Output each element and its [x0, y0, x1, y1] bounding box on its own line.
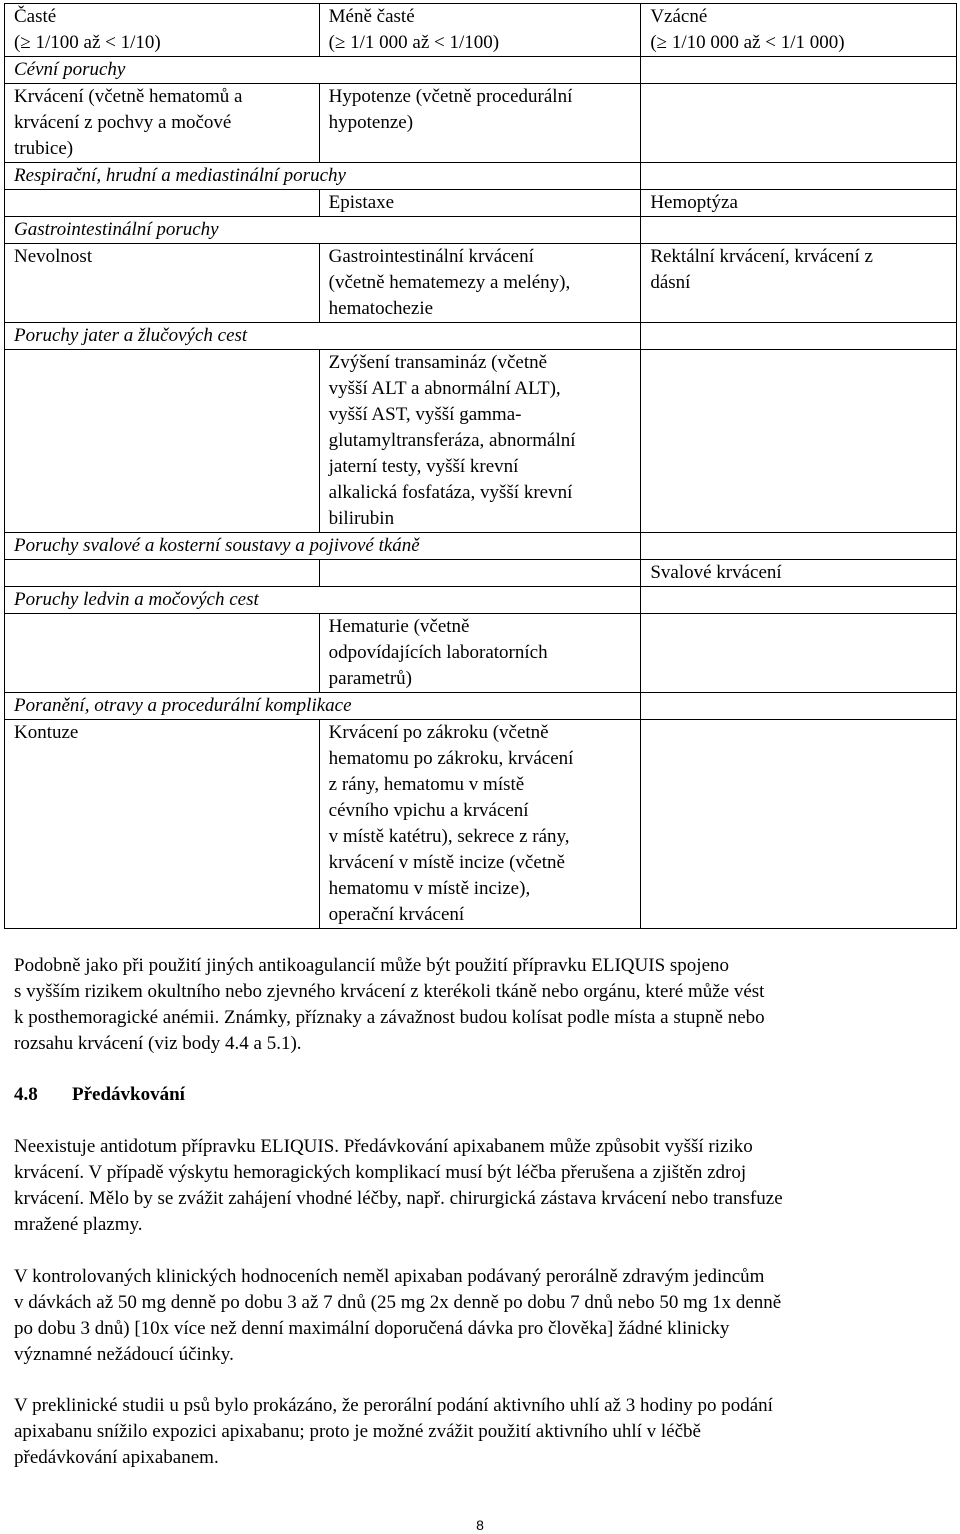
uncommon-cell	[319, 720, 641, 929]
paragraph-clinical-trials	[14, 1264, 946, 1368]
table-section-row	[5, 57, 957, 84]
rare-cell	[641, 84, 957, 163]
section-empty-cell	[641, 587, 957, 614]
frequent-cell	[5, 190, 320, 217]
paragraph-no-antidote	[14, 1134, 946, 1238]
table-row	[5, 560, 957, 587]
uncommon-cell	[319, 350, 641, 533]
frequent-cell	[5, 244, 320, 323]
header-title: Časté	[14, 6, 57, 27]
cell-text: Nevolnost	[14, 246, 93, 267]
section-name-cell: Respirační, hrudní a mediastinální poruchy	[5, 163, 641, 190]
paragraph-bleeding-risk	[14, 953, 946, 1057]
rare-cell	[641, 560, 957, 587]
cell-text: Hypotenze (včetně procedurální hypotenze)	[328, 86, 573, 133]
cell-text: Kontuze	[14, 722, 79, 743]
paragraph-preclinical	[14, 1393, 946, 1471]
cell-text: Epistaxe	[328, 192, 395, 213]
frequent-cell	[5, 720, 320, 929]
header-cell-rare	[641, 4, 957, 57]
frequent-cell	[5, 84, 320, 163]
section-name-cell: Poruchy jater a žlučových cest	[5, 323, 641, 350]
table-section-row	[5, 693, 957, 720]
section-name-cell: Gastrointestinální poruchy	[5, 217, 641, 244]
rare-cell	[641, 614, 957, 693]
paragraph-text: Neexistuje antidotum přípravku ELIQUIS. Předávkování apixabanem může způsobit vyšší riziko krvácení. V případě výskytu hemoragických komplikací musí být léčba přerušena a zjištěn zdroj krvácení. Mělo by se zvážit zahájení vhodné léčby, např. chirurgická zástava krvácení nebo transfuze mražené plazmy.	[14, 1136, 783, 1235]
cell-text: Zvýšení transamináz (včetně vyšší ALT a abnormální ALT), vyšší AST, vyšší gamma- glutamyltransferáza, abnormální jaterní testy, vyšší krevní alkalická fosfatáza, vyšší krevní bilirubin	[328, 352, 576, 529]
section-name-cell: Poranění, otravy a procedurální komplikace	[5, 693, 641, 720]
table-row	[5, 84, 957, 163]
header-range: (≥ 1/10 000 až < 1/1 000)	[650, 32, 845, 53]
section-name-cell: Cévní poruchy	[5, 57, 641, 84]
header-cell-frequent	[5, 4, 320, 57]
adverse-reactions-table	[4, 3, 957, 929]
cell-text: Hemoptýza	[650, 192, 738, 213]
paragraph-text: Podobně jako při použití jiných antikoagulancií může být použití přípravku ELIQUIS spojeno s vyšším rizikem okultního nebo zjevného krvácení z kterékoli tkáně nebo orgánu, které může vést k posthemoragické anémii. Známky, příznaky a závažnost budou kolísat podle místa a stupně nebo rozsahu krvácení (viz body 4.4 a 5.1).	[14, 955, 765, 1054]
table-row	[5, 190, 957, 217]
table-row	[5, 350, 957, 533]
table-section-row	[5, 323, 957, 350]
rare-cell	[641, 720, 957, 929]
cell-text: Rektální krvácení, krvácení z dásní	[650, 246, 873, 293]
cell-text: Krvácení (včetně hematomů a krvácení z pochvy a močové trubice)	[14, 86, 243, 159]
uncommon-cell	[319, 84, 641, 163]
table-row	[5, 244, 957, 323]
header-range: (≥ 1/1 000 až < 1/100)	[328, 32, 500, 53]
uncommon-cell	[319, 560, 641, 587]
header-title: Vzácné	[650, 6, 708, 27]
section-empty-cell	[641, 693, 957, 720]
table-section-row	[5, 587, 957, 614]
section-title: Předávkování	[72, 1084, 185, 1105]
section-name-cell: Poruchy ledvin a močových cest	[5, 587, 641, 614]
table-row	[5, 614, 957, 693]
section-empty-cell	[641, 163, 957, 190]
table-section-row	[5, 217, 957, 244]
header-cell-uncommon	[319, 4, 641, 57]
rare-cell	[641, 244, 957, 323]
uncommon-cell	[319, 190, 641, 217]
frequent-cell	[5, 614, 320, 693]
uncommon-cell	[319, 244, 641, 323]
section-number: 4.8	[14, 1084, 38, 1105]
adverse-reactions-table-body	[5, 4, 957, 929]
frequent-cell	[5, 350, 320, 533]
frequent-cell	[5, 560, 320, 587]
table-row	[5, 720, 957, 929]
section-empty-cell	[641, 57, 957, 84]
table-section-row	[5, 163, 957, 190]
cell-text: Krvácení po zákroku (včetně hematomu po zákroku, krvácení z rány, hematomu v místě cévního vpichu a krvácení v místě katétru), sekrece z rány, krvácení v místě incize (včetně hematomu v místě incize), operační krvácení	[328, 722, 574, 925]
cell-text: Gastrointestinální krvácení (včetně hematemezy a melény), hematochezie	[328, 246, 571, 319]
cell-text: Hematurie (včetně odpovídajících laboratorních parametrů)	[328, 616, 548, 689]
section-heading-overdose	[14, 1082, 185, 1108]
table-header-row	[5, 4, 957, 57]
section-empty-cell	[641, 217, 957, 244]
header-title: Méně časté	[328, 6, 415, 27]
cell-text: Svalové krvácení	[650, 562, 782, 583]
rare-cell	[641, 350, 957, 533]
header-range: (≥ 1/100 až < 1/10)	[14, 32, 161, 53]
table-section-row	[5, 533, 957, 560]
uncommon-cell	[319, 614, 641, 693]
section-empty-cell	[641, 323, 957, 350]
rare-cell	[641, 190, 957, 217]
section-name-cell: Poruchy svalové a kosterní soustavy a pojivové tkáně	[5, 533, 641, 560]
paragraph-text: V kontrolovaných klinických hodnoceních neměl apixaban podávaný perorálně zdravým jedincům v dávkách až 50 mg denně po dobu 3 až 7 dnů (25 mg 2x denně po dobu 7 dnů nebo 50 mg 1x denně po dobu 3 dnů) [10x více než denní maximální doporučená dávka pro člověka] žádné klinicky významné nežádoucí účinky.	[14, 1266, 782, 1365]
paragraph-text: V preklinické studii u psů bylo prokázáno, že perorální podání aktivního uhlí až 3 hodiny po podání apixabanu snížilo expozici apixabanu; proto je možné zvážit použití aktivního uhlí v léčbě předávkování apixabanem.	[14, 1395, 773, 1468]
page-number: 8	[476, 1517, 484, 1533]
section-empty-cell	[641, 533, 957, 560]
